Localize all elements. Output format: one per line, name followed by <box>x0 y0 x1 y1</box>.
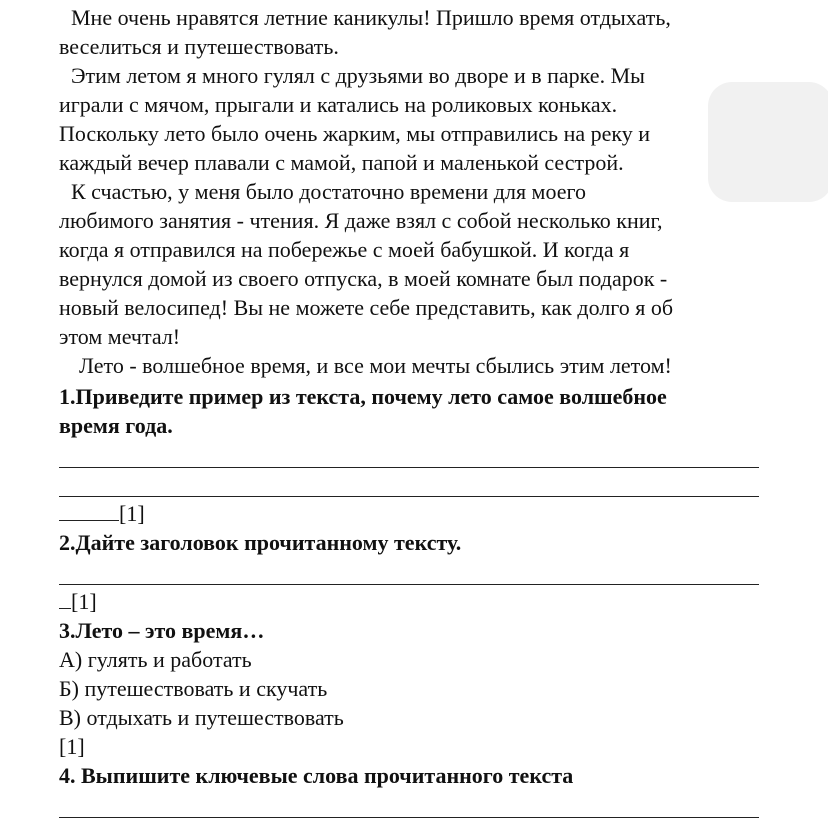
option-c[interactable]: В) отдыхать и путешествовать <box>59 705 344 730</box>
option-b[interactable]: Б) путешествовать и скучать <box>59 676 328 701</box>
text-line: этом мечтал! <box>59 324 181 349</box>
answer-line[interactable] <box>59 496 759 497</box>
answer-line[interactable] <box>59 584 759 585</box>
text-line: Этим летом я много гулял с друзьями во дворе и в парке. Мы <box>71 63 645 88</box>
question-3: 3.Лето – это время… <box>59 618 265 643</box>
text-line: любимого занятия - чтения. Я даже взял с собой несколько книг, <box>59 208 663 233</box>
text-line: Лето - волшебное время, и все мои мечты сбылись этим летом! <box>79 353 672 378</box>
option-a[interactable]: А) гулять и работать <box>59 647 252 672</box>
text-line: вернулся домой из своего отпуска, в моей комнате был подарок - <box>59 266 668 291</box>
score-label: [1] <box>59 734 85 759</box>
text-line: Мне очень нравятся летние каникулы! Пришло время отдыхать, <box>71 5 671 30</box>
score-line <box>59 499 145 528</box>
question-4: 4. Выпишите ключевые слова прочитанного текста <box>59 763 574 788</box>
text-line: когда я отправился на побережье с моей бабушкой. И когда я <box>59 237 630 262</box>
answer-line[interactable] <box>59 467 759 468</box>
answer-blank[interactable] <box>59 500 119 521</box>
overlay-panel <box>708 82 828 202</box>
answer-blank[interactable] <box>59 588 71 609</box>
text-line: веселиться и путешествовать. <box>59 34 339 59</box>
score-label: [1] <box>119 501 145 526</box>
score-label: [1] <box>71 589 97 614</box>
question-2: 2.Дайте заголовок прочитанному тексту. <box>59 530 462 555</box>
question-1: 1.Приведите пример из текста, почему лето самое волшебное <box>59 384 667 409</box>
text-line: играли с мячом, прыгали и катались на роликовых коньках. <box>59 92 618 117</box>
score-line <box>59 587 97 616</box>
text-line: К счастью, у меня было достаточно времени для моего <box>71 179 586 204</box>
question-1-continued: время года. <box>59 413 173 438</box>
text-line: новый велосипед! Вы не можете себе представить, как долго я об <box>59 295 674 320</box>
answer-line[interactable] <box>59 817 759 818</box>
text-line: каждый вечер плавали с мамой, папой и маленькой сестрой. <box>59 150 624 175</box>
text-line: Поскольку лето было очень жарким, мы отправились на реку и <box>59 121 651 146</box>
